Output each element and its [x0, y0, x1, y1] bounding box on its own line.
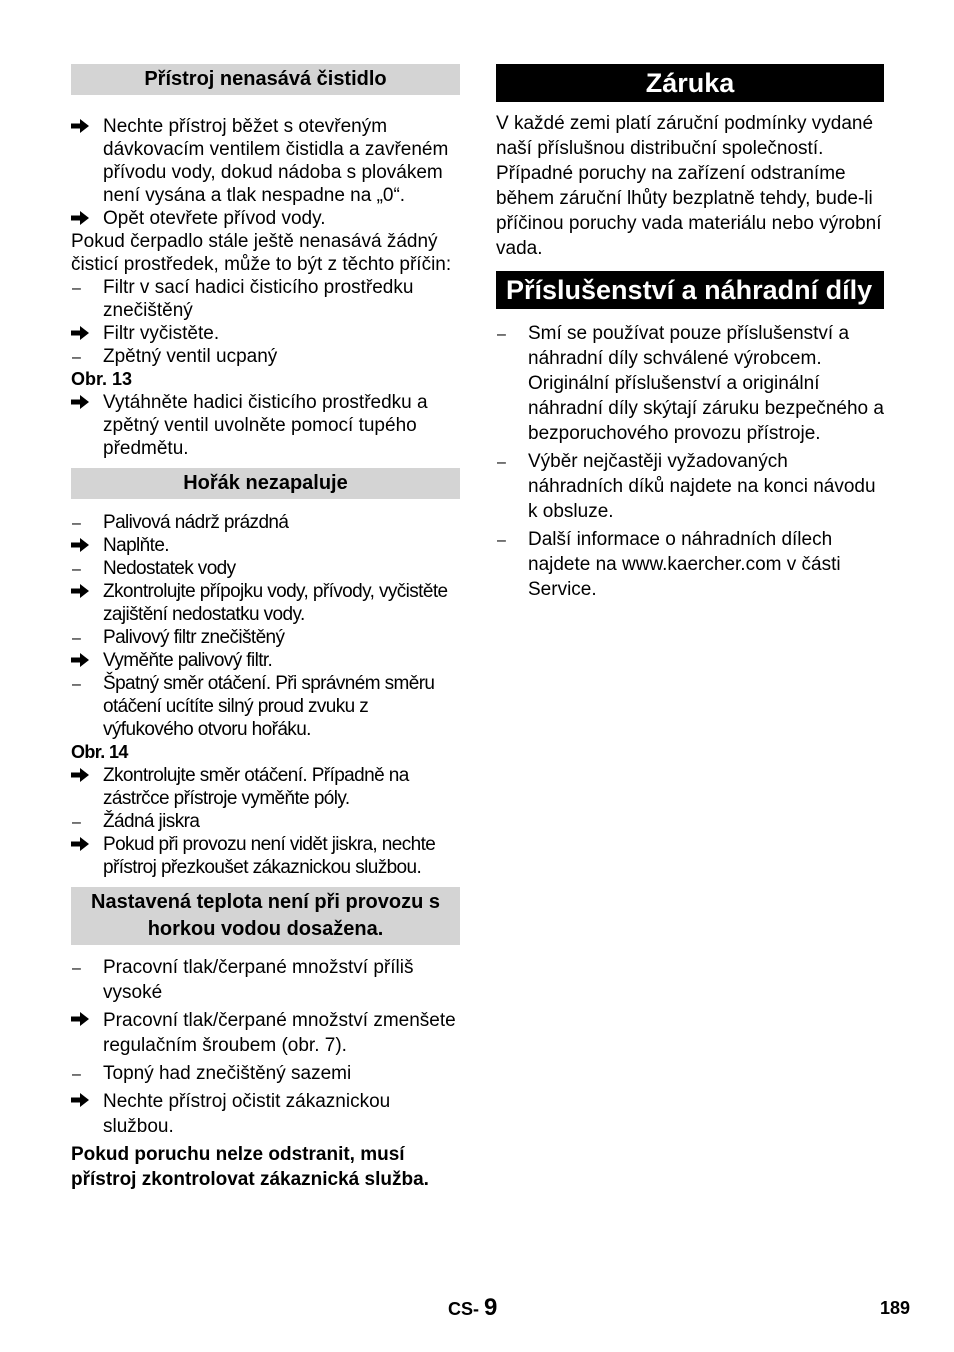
dash-bullet-icon: –: [72, 515, 81, 532]
list-accessories: [496, 321, 884, 602]
section-heading-no-suction: Přístroj nenasává čistidlo: [71, 64, 460, 95]
arrow-right-icon: [71, 580, 95, 604]
section-heading-warranty: Záruka: [496, 64, 884, 102]
list-item-text: Výběr nejčastěji vyžadovaných náhradních díků najdete na konci návodu k obsluze.: [528, 451, 876, 522]
arrow-right-icon: [71, 764, 95, 788]
warranty-text: V každé zemi platí záruční podmínky vydané naší příslušnou distribuční společností. Případné poruchy na zařízení odstraníme během záruční lhůty bezplatně tehdy, bude-li příčinou poruchy vada materiálu nebo výrobní vada.: [496, 113, 882, 259]
list-item-text: Špatný směr otáčení. Při správném směru otáčení ucítíte silný proud zvuku z výfukového otvoru hořáku.: [103, 673, 435, 740]
list-item-text: Topný had znečištěný sazemi: [103, 1063, 352, 1084]
dash-bullet-icon: –: [497, 532, 506, 549]
list-item-text: Filtr v sací hadici čisticího prostředku znečištěný: [103, 277, 414, 321]
list-item: [71, 955, 460, 1005]
list-item-text: Další informace o náhradních dílech najdete na www.kaercher.com v části Service.: [528, 529, 841, 600]
list-item-text: Zpětný ventil ucpaný: [103, 346, 278, 367]
arrow-right-icon: [71, 534, 95, 558]
list-item: [71, 534, 460, 557]
dash-bullet-icon: –: [72, 280, 81, 297]
list-item: [71, 345, 460, 368]
list-item: [71, 1089, 460, 1139]
dash-bullet-icon: –: [497, 326, 506, 343]
list-no-suction-b: [71, 276, 460, 368]
list-no-suction-c: [71, 391, 460, 460]
list-item-text: Pracovní tlak/čerpané množství zmenšete regulačním šroubem (obr. 7).: [103, 1010, 456, 1056]
arrow-right-icon: [71, 207, 95, 231]
footer-section-number: 9: [484, 1294, 498, 1321]
list-item-text: Opět otevřete přívod vody.: [103, 208, 326, 229]
list-item: [71, 276, 460, 322]
page-footer-section: [448, 1294, 497, 1322]
list-item: [71, 557, 460, 580]
list-item-text: Zkontrolujte přípojku vody, přívody, vyčistěte zajištění nedostatku vody.: [103, 581, 448, 625]
list-item-text: Nedostatek vody: [103, 558, 236, 579]
arrow-right-icon: [71, 322, 95, 346]
list-item-text: Nechte přístroj běžet s otevřeným dávkovacím ventilem čistidla a zavřeném přívodu vody, dokud nádoba s plovákem není vysána a tlak nespadne na „0“.: [103, 116, 449, 206]
list-item: [71, 672, 460, 741]
arrow-right-icon: [71, 649, 95, 673]
list-item: [71, 511, 460, 534]
list-item: [71, 1008, 460, 1058]
section-heading-accessories: Příslušenství a náhradní díly: [496, 271, 884, 309]
list-item: [71, 649, 460, 672]
list-item-text: Smí se používat pouze příslušenství a náhradní díly schválené výrobcem. Originální příslušenství a originální náhradní díly skýtají záruku bezpečného a bezporuchového provozu přístroje.: [528, 323, 884, 444]
footer-separator: -: [473, 1299, 480, 1319]
closing-note: Pokud poruchu nelze odstranit, musí přístroj zkontrolovat zákaznická služba.: [71, 1144, 429, 1190]
right-column: [496, 64, 884, 605]
list-item-text: Pracovní tlak/čerpané množství příliš vysoké: [103, 957, 414, 1003]
dash-bullet-icon: –: [72, 960, 81, 977]
list-item: [71, 764, 460, 810]
list-item-text: Naplňte.: [103, 535, 169, 556]
arrow-right-icon: [71, 115, 95, 139]
list-item-text: Pokud při provozu není vidět jiskra, nechte přístroj přezkoušet zákaznickou službou.: [103, 834, 436, 878]
dash-bullet-icon: –: [72, 1066, 81, 1083]
list-item: [496, 527, 884, 602]
dash-bullet-icon: –: [72, 630, 81, 647]
section-heading-temperature: Nastavená teplota není při provozu s horkou vodou dosažena.: [71, 887, 460, 945]
list-item: [71, 322, 460, 345]
left-column: [71, 64, 460, 1192]
arrow-right-icon: [71, 1089, 95, 1114]
list-item: [71, 391, 460, 460]
section-heading-burner: Hořák nezapaluje: [71, 468, 460, 499]
list-item-text: Žádná jiskra: [103, 811, 200, 832]
figure-ref-14: Obr. 14: [71, 742, 128, 762]
list-item: [496, 321, 884, 446]
list-item: [496, 449, 884, 524]
page-number: 189: [880, 1298, 911, 1318]
figure-ref-13: Obr. 13: [71, 369, 133, 389]
list-item: [71, 833, 460, 879]
list-item: [71, 580, 460, 626]
dash-bullet-icon: –: [72, 814, 81, 831]
list-item: [71, 810, 460, 833]
arrow-right-icon: [71, 391, 95, 415]
list-item: [71, 115, 460, 207]
burner-block: [71, 511, 460, 879]
list-item: [71, 626, 460, 649]
dash-bullet-icon: –: [497, 454, 506, 471]
dash-bullet-icon: –: [72, 676, 81, 693]
list-item: [71, 207, 460, 230]
arrow-right-icon: [71, 1008, 95, 1033]
list-item-text: Palivový filtr znečištěný: [103, 627, 285, 648]
list-item-text: Palivová nádrž prázdná: [103, 512, 289, 533]
dash-bullet-icon: –: [72, 349, 81, 366]
list-item-text: Filtr vyčistěte.: [103, 323, 220, 344]
paragraph-causes: Pokud čerpadlo stále ještě nenasává žádný čisticí prostředek, může to být z těchto příčin:: [71, 231, 452, 275]
list-burner-a: [71, 511, 460, 741]
list-item-text: Vytáhněte hadici čisticího prostředku a zpětný ventil uvolněte pomocí tupého předmětu.: [103, 392, 428, 459]
list-no-suction-a: [71, 115, 460, 230]
dash-bullet-icon: –: [72, 561, 81, 578]
footer-language: CS: [448, 1299, 474, 1319]
list-item-text: Zkontrolujte směr otáčení. Případně na zástrčce přístroje vyměňte póly.: [103, 765, 409, 809]
arrow-right-icon: [71, 833, 95, 857]
list-temperature: [71, 955, 460, 1139]
list-item-text: Vyměňte palivový filtr.: [103, 650, 273, 671]
list-burner-b: [71, 764, 460, 879]
list-item-text: Nechte přístroj očistit zákaznickou službou.: [103, 1091, 391, 1137]
list-item: [71, 1061, 460, 1086]
